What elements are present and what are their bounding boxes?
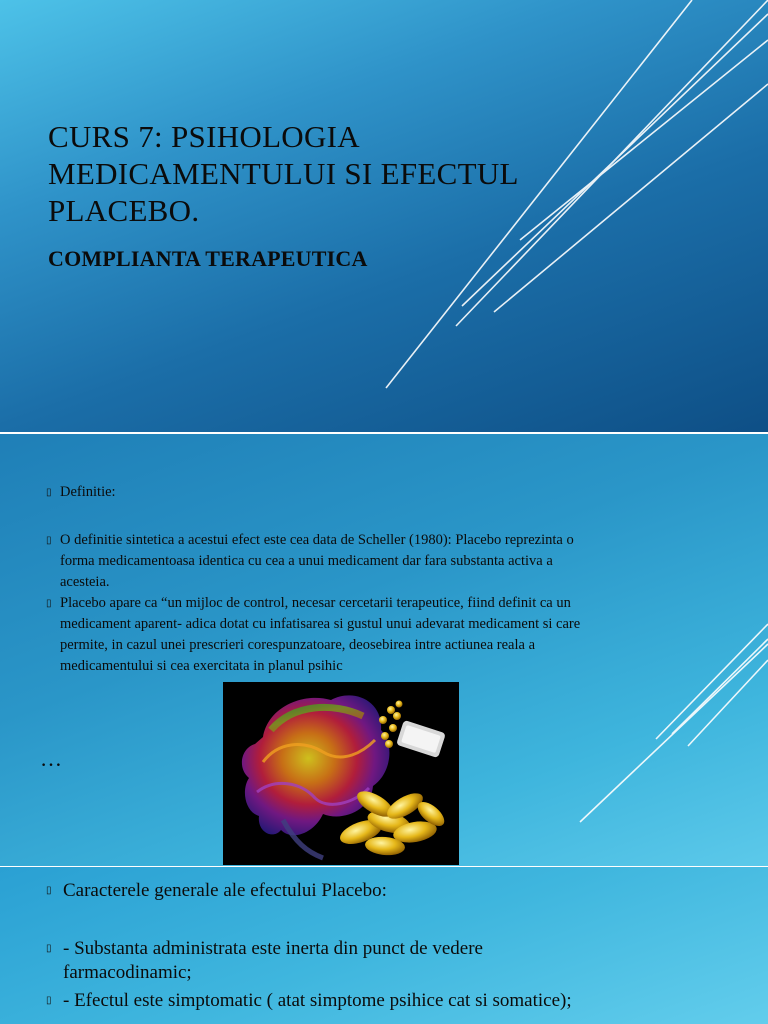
- slide-title-text: CURS 7: PSIHOLOGIA MEDICAMENTULUI SI EFECTUL PLACEBO.: [48, 119, 518, 228]
- characteristics-text-block: [46, 879, 606, 1013]
- bullet-text: O definitie sintetica a acestui efect este cea data de Scheller (1980): Placebo reprezinta o forma medicamentoasa identica cu cea a unui medicament dar fara substanta activa a acesteia.: [60, 532, 574, 590]
- slide-definition: [0, 434, 768, 866]
- bullet-text: - Substanta administrata este inerta din punct de vedere farmacodinamic;: [63, 938, 483, 983]
- slide-placebo-characteristics: [0, 867, 768, 1024]
- bullet-icon: ▯: [46, 995, 52, 1006]
- bullet-icon: ▯: [46, 487, 52, 498]
- ellipsis-text: …: [40, 746, 63, 771]
- bullet-text: Caracterele generale ale efectului Placebo:: [63, 880, 387, 901]
- bullet-icon: ▯: [46, 598, 52, 609]
- list-item: [46, 482, 586, 503]
- deco-line: [656, 624, 768, 739]
- bullet-text: - Efectul este simptomatic ( atat simptome psihice cat si somatice);: [63, 990, 572, 1011]
- brain-image-icon: [223, 682, 459, 865]
- list-item: [46, 530, 586, 593]
- bullet-text: Placebo apare ca “un mijloc de control, necesar cercetarii terapeutice, fiind definit ca un medicament aparent- adica dotat cu infatisarea si gustul unui adevarat medicament si care permite, in cazul unei prescrieri corespunzatoare, deosebirea intre actiunea reala a medicamentului si cea exercitata in planul psihic: [60, 595, 581, 674]
- list-item: [46, 593, 586, 677]
- bullet-text: Definitie:: [60, 484, 116, 500]
- list-item: [46, 937, 606, 985]
- deco-line: [672, 639, 768, 734]
- deco-line: [580, 644, 768, 822]
- slide-title: [0, 0, 768, 432]
- list-item: [46, 879, 606, 903]
- bullet-icon: ▯: [46, 535, 52, 546]
- deco-line: [688, 660, 768, 746]
- brain-and-pills-image: [223, 682, 459, 865]
- slide-subtitle-text: COMPLIANTA TERAPEUTICA: [48, 246, 368, 271]
- bullet-icon: ▯: [46, 885, 52, 896]
- list-item: [46, 989, 606, 1013]
- bullet-icon: ▯: [46, 943, 52, 954]
- definition-text-block: [46, 482, 586, 677]
